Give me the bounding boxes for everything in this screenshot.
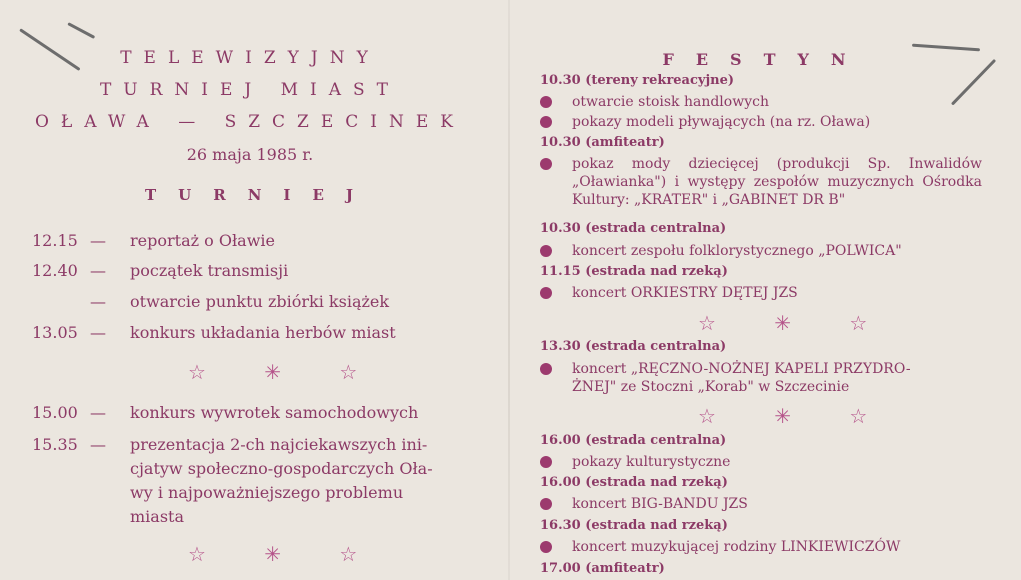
item-text: konkurs układania herbów miast <box>130 323 396 342</box>
item-text: prezentacja 2-ch najciekawszych ini- cjatyw społeczno-gospodarczych Oła- wy i najpoważniejszego problemu miasta <box>130 435 433 526</box>
item-text: pokazy kulturystyczne <box>572 454 731 470</box>
bullet-icon <box>540 158 552 170</box>
item-text: koncert BIG-BANDU JZS <box>572 496 748 512</box>
block-head: 10.30 (amfiteatr) <box>540 135 665 150</box>
page-fold <box>508 0 510 580</box>
bullet-icon <box>540 363 552 375</box>
item-text: koncert „RĘCZNO-NOŻNEJ KAPELI PRZYDRO- ŻNEJ" ze Stoczni „Korab" w Szczecinie <box>572 361 911 395</box>
item-time: 13.05 <box>32 323 78 342</box>
item-text: koncert ORKIESTRY DĘTEJ JZS <box>572 285 798 301</box>
item-text: reportaż o Oławie <box>130 231 275 250</box>
item-time: 12.15 <box>32 231 78 250</box>
item-text: konkurs wywrotek samochodowych <box>130 403 419 422</box>
item-time: 15.00 <box>32 403 78 422</box>
star-separator: ☆ ✳ ☆ <box>698 311 894 335</box>
item-text: początek transmisji <box>130 261 289 280</box>
bullet-icon <box>540 96 552 108</box>
bullet-icon <box>540 116 552 128</box>
section-title-festyn: FESTYN <box>662 50 868 69</box>
bullet-icon <box>540 245 552 257</box>
block-head: 16.00 (estrada centralna) <box>540 433 727 448</box>
bullet-icon <box>540 287 552 299</box>
section-title-turniej: TURNIEJ <box>145 186 375 204</box>
item-dash: — <box>90 261 106 280</box>
item-dash: — <box>90 292 106 311</box>
title-line-1: TELEWIZYJNY <box>120 48 380 68</box>
event-date: 26 maja 1985 r. <box>186 145 314 164</box>
item-dash: — <box>90 323 106 342</box>
item-text: koncert muzykującej rodziny LINKIEWICZÓW <box>572 539 901 555</box>
title-line-3: OŁAWA — SZCZECINEK <box>34 112 465 132</box>
item-text: otwarcie punktu zbiórki książek <box>130 292 390 311</box>
pencil-mark <box>67 22 95 39</box>
block-head: 13.30 (estrada centralna) <box>540 339 727 354</box>
title-line-2: TURNIEJ MIAST <box>99 80 401 100</box>
bullet-icon <box>540 541 552 553</box>
block-head: 17.00 (amfiteatr) <box>540 561 665 576</box>
star-separator: ☆ ✳ ☆ <box>698 404 894 428</box>
block-head: 16.30 (estrada nad rzeką) <box>540 518 728 533</box>
block-head: 10.30 (tereny rekreacyjne) <box>540 73 735 88</box>
item-time: 12.40 <box>32 261 78 280</box>
star-separator: ☆ ✳ ☆ <box>188 542 384 566</box>
block-head: 10.30 (estrada centralna) <box>540 221 727 236</box>
item-time: 15.35 <box>32 435 78 454</box>
item-text: pokazy modeli pływających (na rz. Oława) <box>572 114 871 130</box>
star-separator: ☆ ✳ ☆ <box>188 360 384 384</box>
item-text: pokaz mody dziecięcej (produkcji Sp. Inwalidów „Oławianka") i występy zespołów muzycznych Ośrodka Kultury: „KRATER" i „GABINET DR B" <box>572 156 982 208</box>
bullet-icon <box>540 498 552 510</box>
item-dash: — <box>90 231 106 250</box>
bullet-icon <box>540 456 552 468</box>
block-head: 11.15 (estrada nad rzeką) <box>540 264 728 279</box>
item-text: otwarcie stoisk handlowych <box>572 94 769 110</box>
item-dash: — <box>90 403 106 422</box>
item-text: koncert zespołu folklorystycznego „POLWICA" <box>572 243 902 259</box>
pencil-mark <box>912 44 980 52</box>
item-dash: — <box>90 435 106 454</box>
block-head: 16.00 (estrada nad rzeką) <box>540 475 728 490</box>
